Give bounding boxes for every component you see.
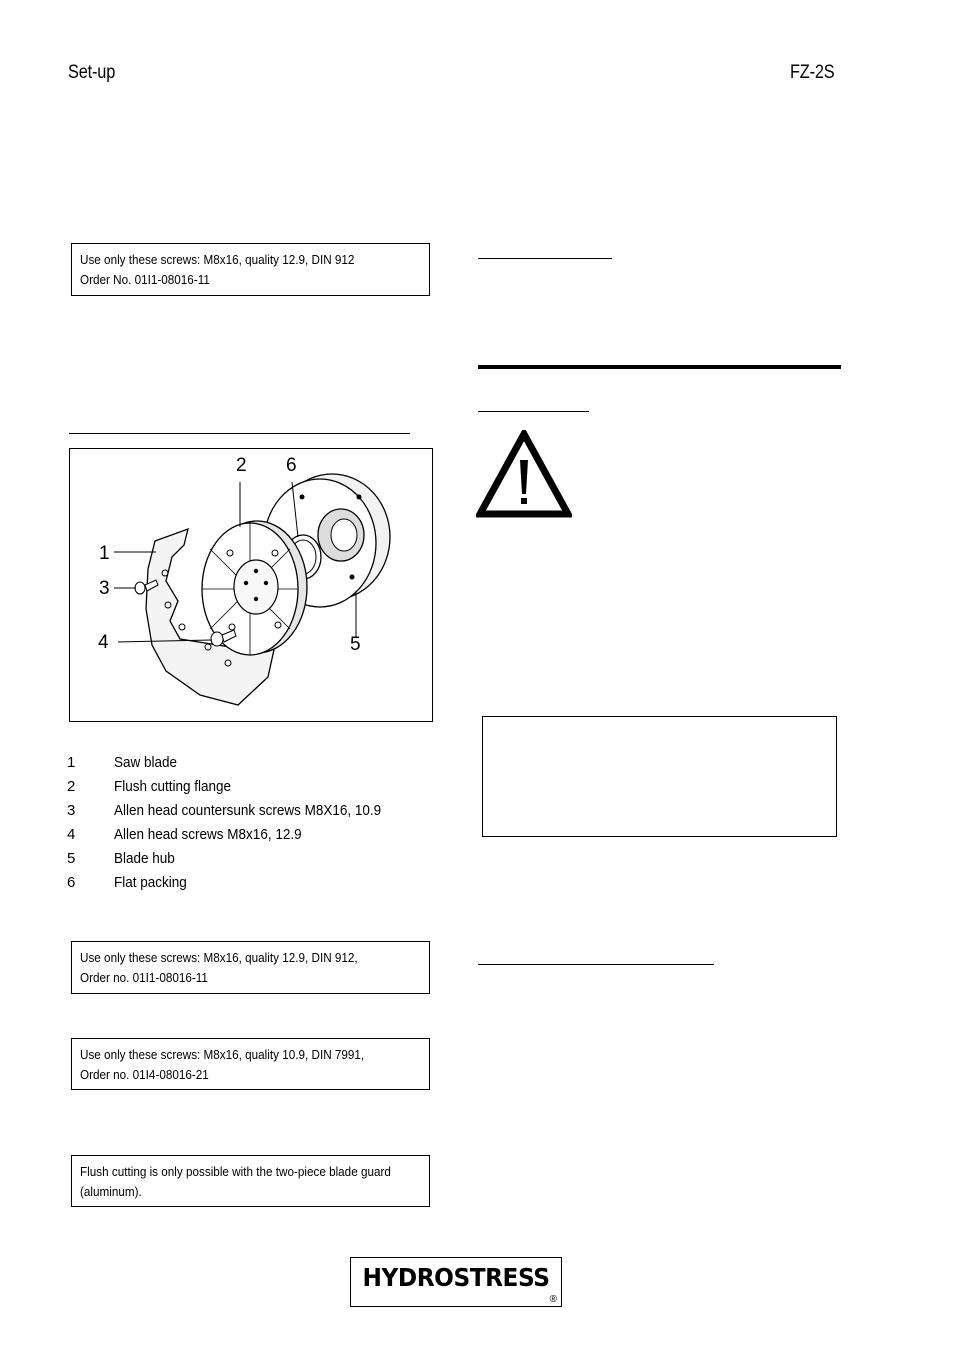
hydrostress-logo	[350, 1257, 562, 1307]
legend-number: 1	[67, 754, 76, 771]
legend-number: 6	[67, 874, 76, 891]
empty-note-box	[482, 716, 837, 837]
legend-item	[67, 848, 427, 872]
countersunk-screw-head	[135, 582, 145, 594]
legend-label: Flush cutting flange	[114, 778, 232, 795]
legend-number: 3	[67, 802, 76, 819]
legend-item	[67, 800, 427, 824]
legend-label: Allen head countersunk screws M8X16, 10.9	[114, 802, 382, 819]
legend-label: Saw blade	[114, 754, 178, 771]
legend-number: 2	[67, 778, 76, 795]
blade-hole	[179, 624, 185, 630]
model-title: FZ-2S	[790, 62, 835, 83]
legend-label: Blade hub	[114, 850, 175, 867]
callout-5: 5	[350, 634, 361, 655]
assembly-figure	[69, 448, 433, 722]
legend-label: Allen head screws M8x16, 12.9	[114, 826, 302, 843]
note-line: Use only these screws: M8x16, quality 12.9, DIN 912	[80, 252, 355, 267]
allen-screw-head	[211, 632, 223, 646]
flange-hole	[264, 581, 268, 585]
callout-6: 6	[286, 455, 297, 476]
screw-note-7991	[71, 1038, 430, 1090]
section-title: Set-up	[68, 62, 116, 83]
flush-cutting-note	[71, 1155, 430, 1207]
legend-item	[67, 872, 427, 896]
exploded-view-drawing	[70, 449, 432, 721]
legend-item	[67, 824, 427, 848]
flange-hole	[244, 581, 248, 585]
hub-hole	[350, 575, 355, 580]
note-line: Flush cutting is only possible with the two-piece blade guard	[80, 1164, 391, 1179]
note-line: Use only these screws: M8x16, quality 10.9, DIN 7991,	[80, 1047, 365, 1062]
legend-item	[67, 752, 427, 776]
heading-underline	[478, 258, 612, 259]
callout-4: 4	[98, 632, 109, 653]
note-line: Order no. 01I4-08016-21	[80, 1067, 209, 1082]
note-line: Order No. 01I1-08016-11	[80, 272, 210, 287]
legend-item	[67, 776, 427, 800]
note-line: (aluminum).	[80, 1184, 142, 1199]
callout-1: 1	[99, 543, 110, 564]
callout-2: 2	[236, 455, 247, 476]
flange-center	[234, 560, 278, 614]
screw-note-912-top	[71, 243, 430, 296]
logo-wordmark: HYDROSTRESS	[362, 1263, 550, 1292]
hub-bore-inner	[331, 519, 357, 551]
legend-label: Flat packing	[114, 874, 187, 891]
parts-legend	[67, 752, 427, 896]
heading-underline	[478, 964, 714, 965]
note-line: Use only these screws: M8x16, quality 12.9, DIN 912,	[80, 950, 358, 965]
hub-hole	[300, 495, 305, 500]
warning-triangle-icon	[476, 430, 572, 518]
screw-note-912	[71, 941, 430, 994]
section-divider	[478, 365, 841, 369]
legend-number: 5	[67, 850, 76, 867]
registered-mark: ®	[549, 1294, 557, 1305]
heading-underline	[478, 411, 589, 412]
callout-3: 3	[99, 578, 110, 599]
hub-hole	[357, 495, 362, 500]
note-line: Order no. 01I1-08016-11	[80, 970, 208, 985]
legend-number: 4	[67, 826, 76, 843]
flange-hole	[254, 569, 258, 573]
flange-hole	[254, 597, 258, 601]
heading-underline	[69, 433, 410, 434]
